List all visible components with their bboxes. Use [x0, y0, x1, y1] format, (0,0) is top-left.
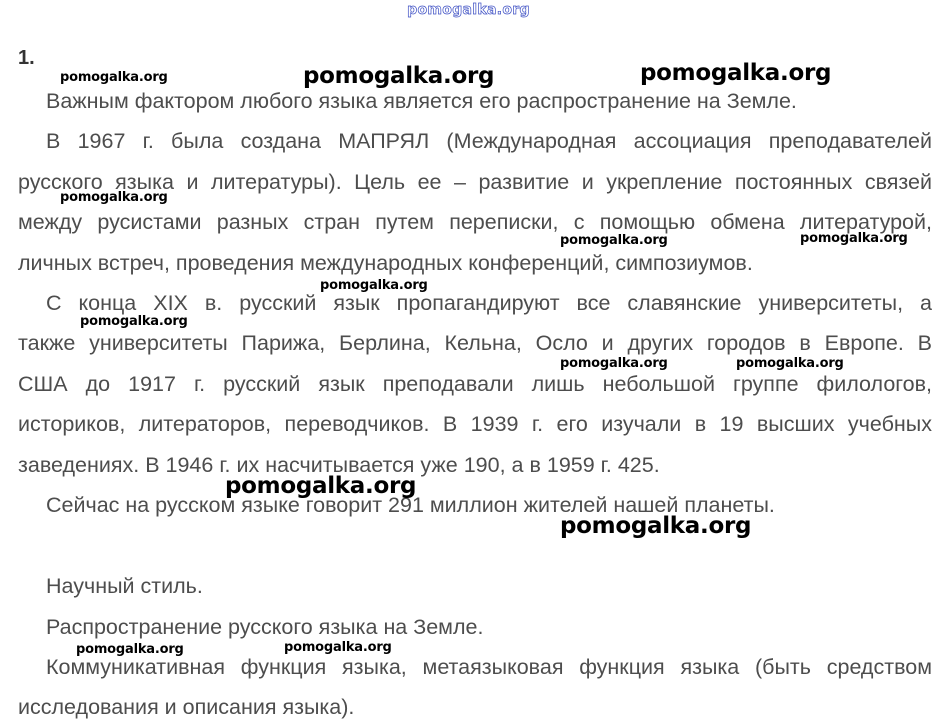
- watermark: pomogalka.org: [284, 640, 392, 655]
- watermark: pomogalka.org: [320, 278, 428, 293]
- watermark: pomogalka.org: [560, 356, 668, 371]
- text-line: Научный стиль.: [46, 574, 203, 598]
- watermark: pomogalka.org: [560, 233, 668, 248]
- text-line: Важным фактором любого языка является его распространение на Земле.: [46, 89, 797, 113]
- watermark: pomogalka.org: [80, 314, 188, 329]
- text-line: между русистами разных стран путем переписки, с помощью обмена литературой,: [18, 210, 932, 234]
- text-line: исследования и описания языка).: [18, 695, 355, 719]
- watermark: pomogalka.org: [736, 356, 844, 371]
- text-line: США до 1917 г. русский язык преподавали лишь небольшой группе филологов,: [18, 372, 932, 396]
- watermark: pomogalka.org: [60, 190, 168, 205]
- text-line: историков, литераторов, переводчиков. В 1939 г. его изучали в 19 высших учебных: [18, 412, 932, 436]
- watermark: pomogalka.org: [60, 70, 168, 85]
- watermark: pomogalka.org: [225, 473, 417, 499]
- watermark: pomogalka.org: [303, 63, 495, 89]
- watermark: pomogalka.org: [76, 642, 184, 657]
- text-line: Распространение русского языка на Земле.: [46, 615, 484, 639]
- task-number: 1.: [18, 47, 35, 69]
- watermark: pomogalka.org: [560, 513, 752, 539]
- text-line: личных встреч, проведения международных конференций, симпозиумов.: [18, 251, 753, 275]
- watermark: pomogalka.org: [640, 60, 832, 86]
- text-line: Сейчас на русском языке говорит 291 миллион жителей нашей планеты.: [46, 493, 775, 517]
- text-line: Коммуникативная функция языка, метаязыковая функция языка (быть средством: [46, 655, 932, 679]
- text-line: русского языка и литературы). Цель ее – развитие и укрепление постоянных связей: [18, 170, 932, 194]
- text-line: В 1967 г. была создана МАПРЯЛ (Международная ассоциация преподавателей: [46, 129, 932, 153]
- text-line: заведениях. В 1946 г. их насчитывается уже 190, а в 1959 г. 425.: [18, 453, 660, 477]
- text-line: также университеты Парижа, Берлина, Кельна, Осло и других городов в Европе. В: [18, 331, 932, 355]
- watermark: pomogalka.org: [800, 231, 908, 246]
- text-line: С конца XIX в. русский язык пропагандируют все славянские университеты, а: [46, 291, 932, 315]
- site-header-link[interactable]: pomogalka.org: [407, 2, 530, 18]
